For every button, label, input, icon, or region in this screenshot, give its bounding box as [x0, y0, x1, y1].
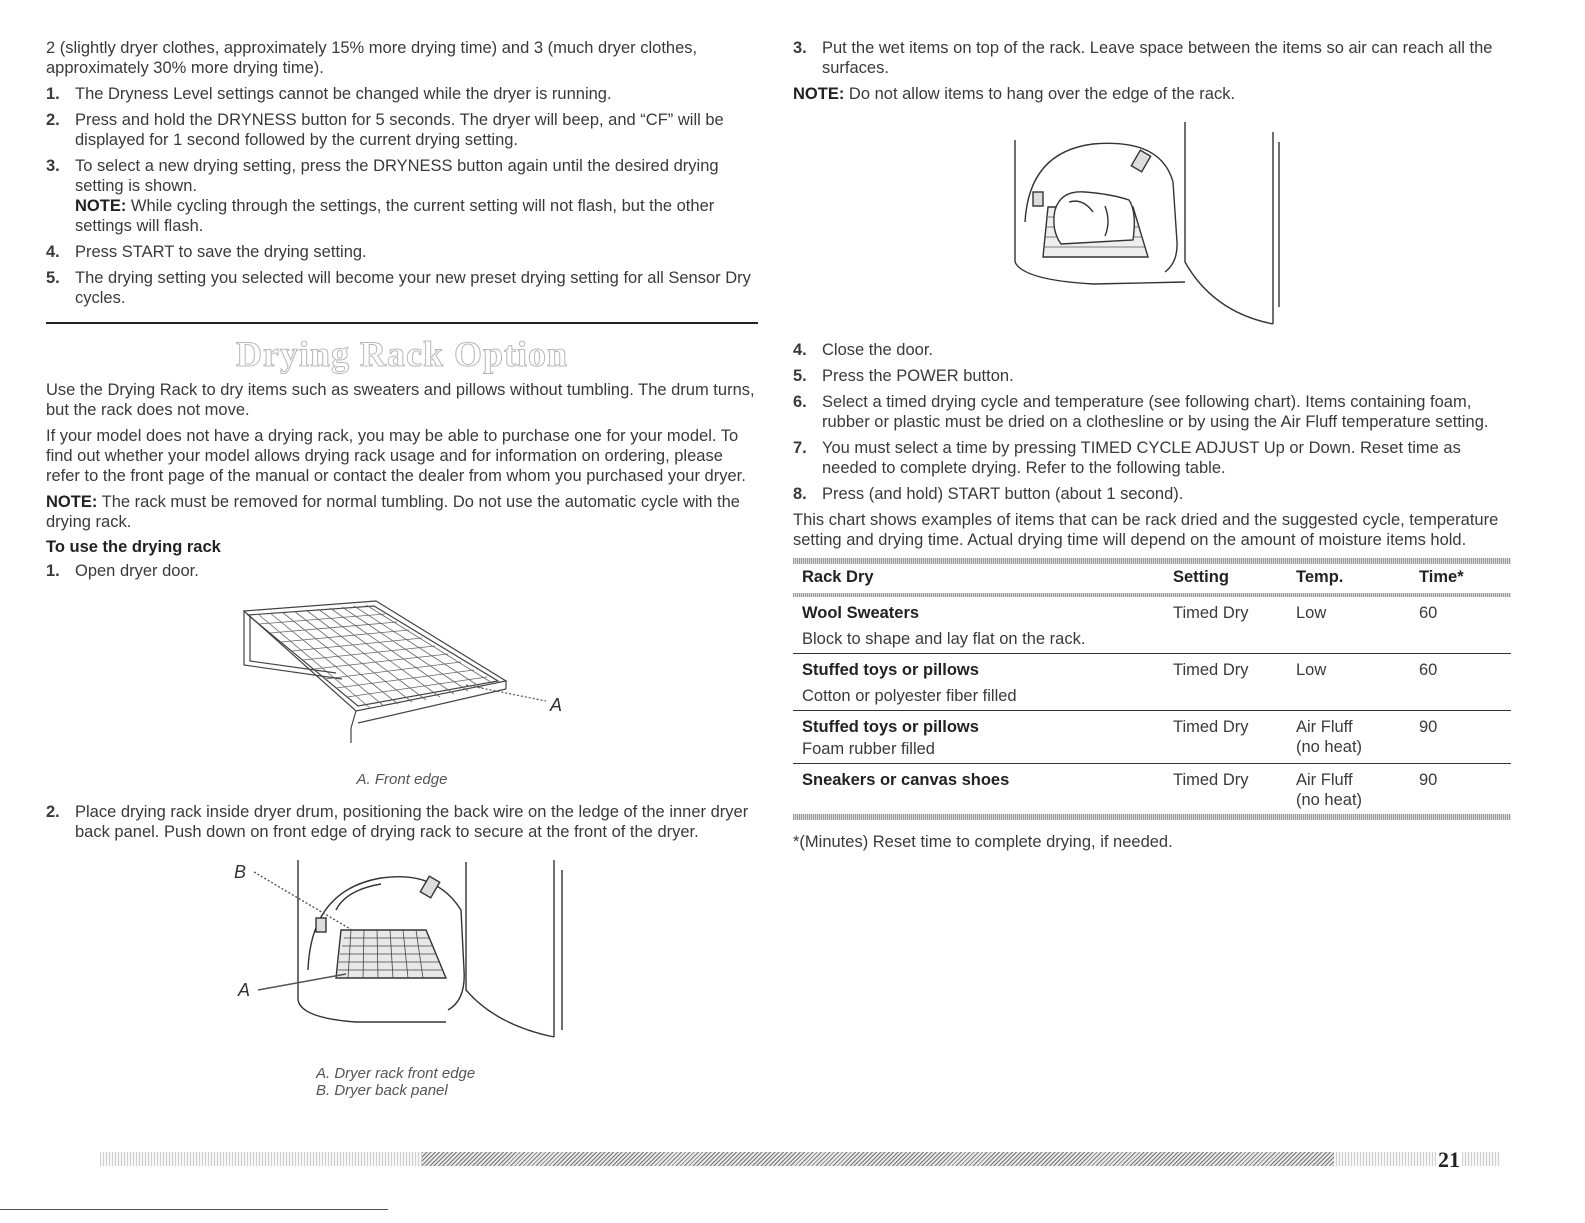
- table-header-row: [793, 564, 1511, 593]
- temp-cell: Low: [1287, 654, 1410, 711]
- temp-cell: Low: [1296, 604, 1327, 622]
- list-item: [46, 84, 758, 104]
- step-text: The drying setting you selected will become your new preset drying setting for all Sensor Dry cycles.: [75, 269, 751, 307]
- setting-cell: Timed Dry: [1164, 711, 1287, 764]
- table-row: [793, 597, 1511, 654]
- step-text: Close the door.: [822, 341, 933, 359]
- table-footnote: *(Minutes) Reset time to complete drying, if needed.: [793, 833, 1173, 851]
- note-text: The rack must be removed for normal tumbling. Do not use the automatic cycle with the drying rack.: [46, 493, 740, 531]
- step-text: Press the POWER button.: [822, 367, 1014, 385]
- step-text: Press (and hold) START button (about 1 second).: [822, 485, 1184, 503]
- intro-text: 2 (slightly dryer clothes, approximately 15% more drying time) and 3 (much dryer clothes, approximately 30% more drying time).: [46, 39, 698, 77]
- item-name: Stuffed toys or pillows: [802, 718, 979, 736]
- column-header: Setting: [1173, 568, 1229, 586]
- chart-intro: This chart shows examples of items that can be rack dried and the suggested cycle, temperature setting and drying time. Actual drying time will depend on the amount of moisture items hold.: [793, 511, 1499, 549]
- left-column: [46, 38, 758, 1099]
- list-item: [46, 156, 758, 236]
- step-text: Select a timed drying cycle and temperature (see following chart). Items containing foam, rubber or plastic must be dried on a clothesline or by using the Air Fluff temperature setting.: [822, 393, 1489, 431]
- step-text: Put the wet items on top of the rack. Leave space between the items so air can reach all the surfaces.: [822, 39, 1493, 77]
- step-text: You must select a time by pressing TIMED CYCLE ADJUST Up or Down. Reset time as needed to complete drying. Refer to the following table.: [822, 439, 1461, 477]
- step-text: To select a new drying setting, press the DRYNESS button again until the desired drying setting is shown.: [75, 157, 719, 195]
- setting-cell: Timed Dry: [1164, 654, 1287, 711]
- rack-dry-table: [793, 558, 1511, 820]
- note-text: While cycling through the settings, the current setting will not flash, but the other settings will flash.: [75, 197, 715, 235]
- figure-caption: A. Front edge: [356, 771, 448, 788]
- step-number: 1.: [46, 85, 60, 103]
- figure-caption-b: [46, 1082, 758, 1099]
- drying-rack-illustration: [46, 593, 758, 763]
- list-item: [793, 484, 1511, 504]
- list-item: [793, 392, 1511, 432]
- list-item: [46, 561, 758, 581]
- subheading: To use the drying rack: [46, 538, 221, 556]
- step-number: 3.: [793, 39, 807, 57]
- column-header: Temp.: [1296, 568, 1344, 586]
- step-number: 1.: [46, 562, 60, 580]
- column-header: Rack Dry: [802, 568, 874, 586]
- callout-b: B: [234, 862, 247, 882]
- step-text: The Dryness Level settings cannot be changed while the dryer is running.: [75, 85, 612, 103]
- rack-note: [46, 492, 758, 532]
- step-number: 8.: [793, 485, 807, 503]
- time-cell: 90: [1410, 711, 1511, 764]
- step-number: 7.: [793, 439, 807, 457]
- time-cell: 60: [1410, 654, 1511, 711]
- step-text: Place drying rack inside dryer drum, positioning the back wire on the ledge of the inner dryer back panel. Push down on front edge of drying rack to secure at the front of the dryer.: [75, 803, 749, 841]
- note-label: NOTE:: [793, 85, 845, 103]
- section-title: Drying Rack Option: [235, 334, 569, 374]
- list-item: [46, 110, 758, 150]
- step-number: 2.: [46, 803, 60, 821]
- callout-a: A: [550, 695, 563, 715]
- item-desc: Block to shape and lay flat on the rack.: [802, 630, 1086, 648]
- bottom-rule: [0, 1209, 388, 1210]
- section-divider: [46, 322, 758, 324]
- item-desc: Foam rubber filled: [802, 740, 935, 758]
- item-name: Wool Sweaters: [802, 604, 920, 622]
- caption-b-text: B. Dryer back panel: [316, 1082, 448, 1099]
- rack-hang-note: [793, 84, 1511, 104]
- step-number: 5.: [793, 367, 807, 385]
- callout-a: A: [238, 980, 251, 1000]
- column-header: Time*: [1419, 568, 1464, 586]
- right-column: [793, 38, 1511, 858]
- figure-caption-a: [46, 1065, 758, 1082]
- list-item: [793, 340, 1511, 360]
- list-item: [793, 38, 1511, 78]
- time-cell: 60: [1419, 604, 1438, 622]
- step-text: Open dryer door.: [75, 562, 199, 580]
- step-number: 4.: [46, 243, 60, 261]
- note-text: Do not allow items to hang over the edge of the rack.: [844, 85, 1236, 103]
- caption-a-text: A. Dryer rack front edge: [316, 1065, 476, 1082]
- step-number: 5.: [46, 269, 60, 287]
- step-number: 4.: [793, 341, 807, 359]
- rack-intro-paragraph: Use the Drying Rack to dry items such as sweaters and pillows without tumbling. The drum turns, but the rack does not move.: [46, 381, 755, 419]
- list-item: [46, 242, 758, 262]
- setting-cell: Timed Dry: [1164, 764, 1287, 815]
- item-name: Sneakers or canvas shoes: [802, 771, 1010, 789]
- setting-cell: Timed Dry: [1173, 604, 1249, 622]
- step-number: 6.: [793, 393, 807, 411]
- list-item: [793, 438, 1511, 478]
- list-item: [46, 802, 758, 842]
- table-row: [793, 711, 1511, 764]
- step-number: 3.: [46, 157, 60, 175]
- list-item: [46, 268, 758, 308]
- temp-cell: Air Fluff (no heat): [1287, 711, 1410, 764]
- items-on-rack-illustration: [793, 112, 1511, 332]
- step-text: Press START to save the drying setting.: [75, 243, 367, 261]
- temp-cell: Air Fluff (no heat): [1287, 764, 1410, 815]
- list-item: [793, 366, 1511, 386]
- table-bottom-band: [793, 814, 1511, 820]
- footer-band-dark: [422, 1152, 1334, 1166]
- page-number: 21: [1438, 1147, 1460, 1172]
- time-cell: 90: [1410, 764, 1511, 815]
- rack-purchase-paragraph: If your model does not have a drying rack, you may be able to purchase one for your model. To find out whether your model allows drying rack usage and for information on ordering, please refer to the front page of the manual or contact the dealer from whom you purchased your dryer.: [46, 427, 746, 485]
- note-label: NOTE:: [46, 493, 98, 511]
- note-label: NOTE:: [75, 197, 127, 215]
- table-row: [793, 654, 1511, 711]
- rack-in-dryer-illustration: [46, 850, 758, 1065]
- item-desc: Cotton or polyester fiber filled: [802, 687, 1017, 705]
- item-name: Stuffed toys or pillows: [802, 661, 979, 679]
- footer-band: [100, 1152, 1500, 1166]
- step-text: Press and hold the DRYNESS button for 5 seconds. The dryer will beep, and “CF” will be displayed for 1 second followed by the current drying setting.: [75, 111, 724, 149]
- step-number: 2.: [46, 111, 60, 129]
- table-row: [793, 764, 1511, 815]
